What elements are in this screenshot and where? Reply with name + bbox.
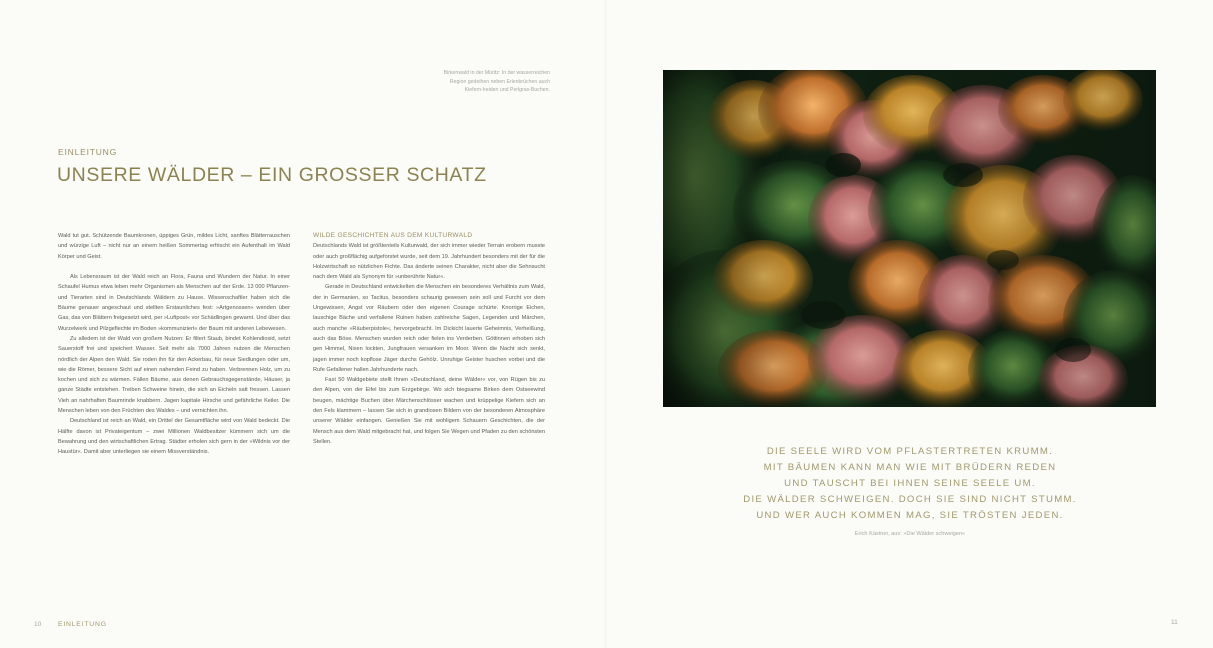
poem-quote <box>740 444 1080 524</box>
paragraph: Zu alledem ist der Wald von großem Nutzen: Er filtert Staub, bindet Kohlendioxid, setzt Sauerstoff frei und speichert Wasser. Seit mehr als 7000 Jahren nutzen die Menschen nördlich der Alpen den Wald. Sie roden ihn für den Ackerbau, für neue Siedlungen oder um, wie die Römer, bessere Sicht auf einen nahenden Feind zu haben. Verbrennen Holz, um zu kochen und sich zu wärmen. Fällen Bäume, aus denen Gebrauchsgegenstände, Häuser, ja ganze Städte entstehen. Treiben Schweine hinein, die sich an Eicheln satt fressen. Lassen Vieh an nahrhaften Baumrinde knabbern. Jagen kapitale Hirsche und gefährliche Keiler. Die Menschen leben von den Früchten des Waldes – und vernichten ihn. <box>58 335 290 415</box>
paragraph: Deutschlands Wald ist größtenteils Kulturwald, der sich immer wieder Terrain erobern musste oder auch großflächig aufgeforstet wurde, seit dem 19. Jahrhundert besonders mit der für die Holzwirtschaft so nützlichen Fichte. Das änderte seinen Charakter, nicht aber die Sehnsucht nach dem Wald als Synonym für »unberührte Natur«. <box>313 243 545 281</box>
book-gutter <box>605 0 607 648</box>
section-subheading: WILDE GESCHICHTEN AUS DEM KULTURWALD <box>313 232 473 239</box>
paragraph: Fast 50 Waldgebiete stellt Ihnen »Deutschland, deine Wälder« vor, von Rügen bis zu den Alpen, von der Eifel bis zum Erzgebirge. Wo sich biegsame Birken dem Ostseewind beugen, mächtige Buchen über Märchenschlösser wachen und krüppelige Kiefern sich an den Fels klammern – lassen Sie sich in grandiosen Bildern von der besonderen Atmosphäre unserer Wälder einfangen. Genießen Sie mit wohligem Schauern Geschichten, die der Mensch aus dem Wald mitgebracht hat, und folgen Sie Wegen und Pfaden zu den schönsten Stellen. <box>313 377 545 445</box>
running-footer: EINLEITUNG <box>58 621 107 628</box>
chapter-title: UNSERE WÄLDER – EIN GROSSER SCHATZ <box>57 164 487 186</box>
quote-source: Erich Kästner, aus: »Die Wälder schweigen« <box>854 531 966 537</box>
text-column-left <box>58 231 290 458</box>
quote-line: DIE SEELE WIRD VOM PFLASTERTRETEN KRUMM. <box>766 446 1054 457</box>
page-number-right: 11 <box>1171 619 1178 626</box>
forest-photo-illustration <box>663 70 1156 407</box>
text-column-right <box>313 231 545 447</box>
quote-line: UND TAUSCHT BEI IHNEN SEINE SEELE UM. <box>784 477 1036 489</box>
paragraph: Wald tut gut. Schützende Baumkronen, üppiges Grün, mildes Licht, sanftes Blätterrauschen und würzige Luft – nicht nur an einem heißen Sommertag erfrischt ein Aufenthalt im Wald Körper und Geist. <box>58 233 290 260</box>
quote-line: UND WER AUCH KOMMEN MAG, SIE TRÖSTEN JEDEN. <box>756 509 1064 521</box>
page-number-left: 10 <box>34 621 42 628</box>
forest-aerial-photo <box>663 70 1156 407</box>
quote-line: DIE WÄLDER SCHWEIGEN. DOCH SIE SIND NICHT STUMM. <box>743 493 1077 505</box>
quote-line: MIT BÄUMEN KANN MAN WIE MIT BRÜDERN REDEN <box>763 461 1057 473</box>
paragraph: Gerade in Deutschland entwickelten die Menschen ein besonderes Verhältnis zum Wald, der in Germanien, so Tacitus, besonders schaurig gewesen sein soll und Furcht vor dem Ungewissen, Angst vor Räubern oder den eigenen Courage schürte. Knorrige Eichen, lauschige Bäche und verfallene Ruinen haben zahlreiche Sagen, Legenden und Märchen, auch manche »Räuberpistole«, hervorgebracht. Im Dickicht lauerte Geheimnis, Verheißung, auch das Böse. Menschen wurden reich oder fielen ins Verderben. Göttinnen erhoben sich gen Himmel, Nixen lockten, Jungfrauen versanken im Moor. Wenn die Nacht sich senkt, jagen immer noch kopflose Jäger durchs Gehölz. Unruhige Geister huschen vorbei und die Rufe Gefallener hallen Jahrhunderte nach. <box>313 284 545 373</box>
photo-caption: Birkenwald in der Müritz: In der wasserreichen Region gedeihen neben Erlenbrüchen auch Kiefern-heiden und Perlgras-Buchen. <box>443 70 550 94</box>
paragraph: Deutschland ist reich an Wald, ein Drittel der Gesamtfläche wird von Wald bedeckt. Die Hälfte davon ist Privateigentum – zwei Millionen Waldbesitzer kümmern sich um die Bewahrung und den wirtschaftlichen Ertrag. Städter erholen sich gern in der »Wildnis vor der Haustür«. Damit aber unterliegen sie einem Missverständnis. <box>58 418 290 456</box>
chapter-kicker: EINLEITUNG <box>58 147 118 157</box>
paragraph: Als Lebensraum ist der Wald reich an Flora, Fauna und Wundern der Natur. In einer Schaufel Humus etwa leben mehr Organismen als Menschen auf der Erde. 13 000 Pflanzen- und Tierarten sind in Deutschlands Wäldern zu Hause. Wissenschaftler haben sich die Bäume genauer angeschaut und stellten Erstaunliches fest: »Artgenossen« wenden über Gas, das von Blättern freigesetzt wird, per »Luftpost« vor Schädlingen gewarnt. Und über das Wurzelwerk und Pilzgeflechte im Boden »kommuniziert« der Baum mit anderen Lebewesen. <box>58 274 290 332</box>
